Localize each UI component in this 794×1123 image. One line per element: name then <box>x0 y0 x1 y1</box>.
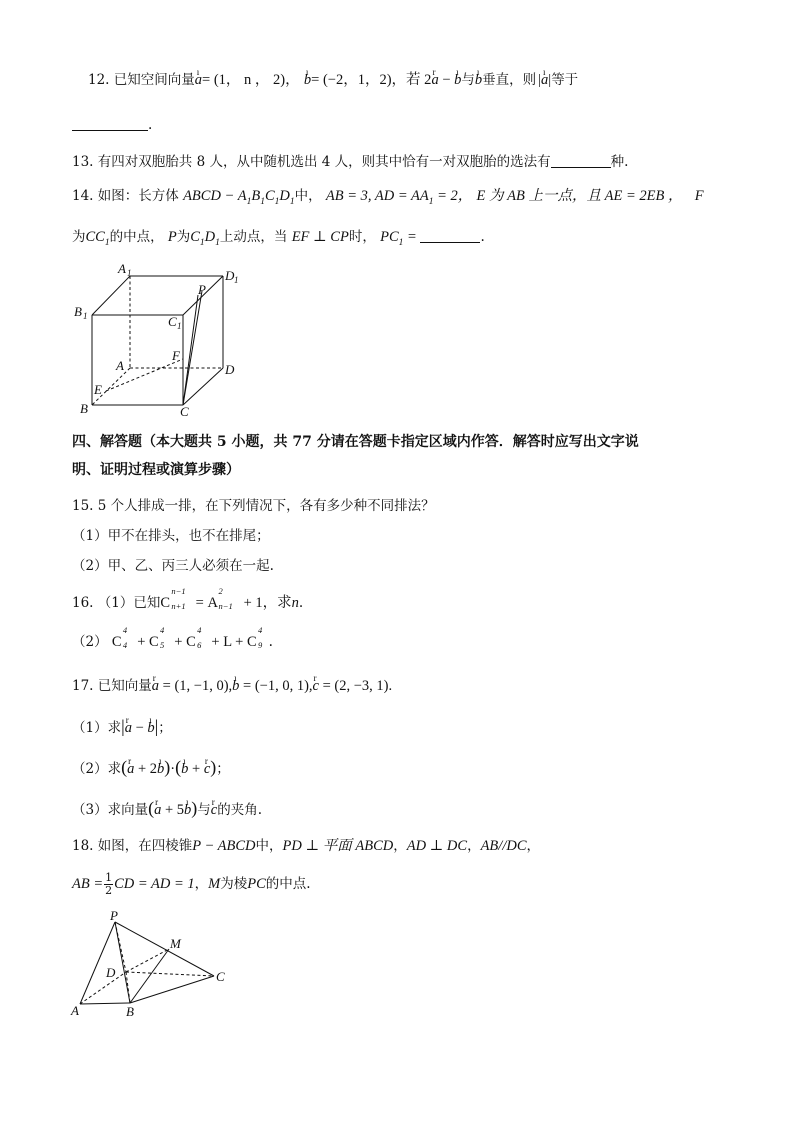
svg-text:1: 1 <box>83 311 88 321</box>
svg-text:D: D <box>225 268 235 283</box>
answer-blank-13 <box>551 153 611 168</box>
svg-text:1: 1 <box>177 321 182 331</box>
svg-text:C: C <box>216 969 225 984</box>
section-4-title-2: 明、证明过程或演算步骤） <box>72 462 240 478</box>
svg-text:M: M <box>170 936 181 951</box>
question-16: 16. （1）已知C n−1 n+1 = A 2 n−1 + 1，求n. <box>72 586 304 611</box>
svg-text:A: A <box>71 1003 79 1018</box>
vector-a: ı a <box>195 70 202 90</box>
question-12: 12. 已知空间向量ı a= (1， n ， 2)， ı b= (−2，1，2)，若 2r a − ı b与ı b垂直，则 |ı a|等于 <box>88 70 578 90</box>
svg-text:E: E <box>94 382 102 397</box>
vector-b: ı b <box>304 70 311 90</box>
svg-text:F: F <box>172 348 180 363</box>
question-15-part-2: （2）甲、乙、丙三人必须在一起. <box>72 558 274 574</box>
svg-text:1: 1 <box>234 275 239 285</box>
question-17-part-3: （3）求向量(r a + 5ı b)与r c的夹角. <box>72 798 262 820</box>
svg-text:B: B <box>80 401 88 416</box>
cuboid-figure <box>70 258 250 423</box>
question-15: 15. 5 个人排成一排，在下列情况下，各有多少种不同排法？ <box>72 498 435 514</box>
answer-blank-14 <box>420 228 480 243</box>
answer-blank-12: . <box>72 115 152 135</box>
pyramid-figure <box>68 906 238 1021</box>
svg-text:D: D <box>106 965 116 980</box>
question-15-part-1: （1）甲不在排头，也不在排尾； <box>72 528 270 544</box>
svg-text:C: C <box>168 314 177 329</box>
section-4-title: 四、解答题（本大题共 5 小题，共 77 分请在答题卡指定区域内作答．解答时应写出文字说 <box>72 434 639 450</box>
svg-text:A: A <box>118 261 126 276</box>
question-17: 17. 已知向量r a = (1, −1, 0),ı b = (−1, 0, 1),r c = (2, −3, 1). <box>72 676 392 696</box>
svg-text:C: C <box>180 404 189 419</box>
svg-text:B: B <box>74 304 82 319</box>
svg-text:B: B <box>126 1004 134 1019</box>
question-13: 13. 有四对双胞胎共 8 人，从中随机选出 4 人，则其中恰有一对双胞胎的选法有 种. <box>72 154 629 170</box>
svg-text:P: P <box>110 908 118 923</box>
svg-text:1: 1 <box>127 268 132 278</box>
svg-text:P: P <box>198 282 206 297</box>
question-18: 18. 如图，在四棱锥P − ABCD中，PD ⊥ 平面 ABCD，AD ⊥ DC，AB//DC， <box>72 838 540 854</box>
question-17-part-1: （1）求|r a − ı b|； <box>72 716 172 738</box>
svg-text:D: D <box>225 362 235 377</box>
svg-text:A: A <box>116 358 124 373</box>
question-14-line-2: 为$CC_1$的中点， P为$C_1D_1$上动点，当 EF ⊥ CP时， $PC_1$ = . <box>72 229 485 248</box>
question-14: 14. 如图：长方体 ABCD − $A_1B_1C_1D_1$中， AB = 3, AD = $AA_1 = 2$， E 为 AB 上一点，且 AE = 2EB ， F <box>72 188 704 207</box>
question-number: 12. <box>88 72 110 88</box>
question-18-line-2: AB = $\frac{1}{2}$ CD = AD = 1，M为棱PC的中点. <box>72 871 311 897</box>
question-16-part-2: （2） C 4 4 + C 4 5 + C 4 6 + L + C 4 9 . <box>72 625 273 650</box>
question-17-part-2: （2）求(r a + 2ı b)·(ı b + r c)； <box>72 757 230 779</box>
